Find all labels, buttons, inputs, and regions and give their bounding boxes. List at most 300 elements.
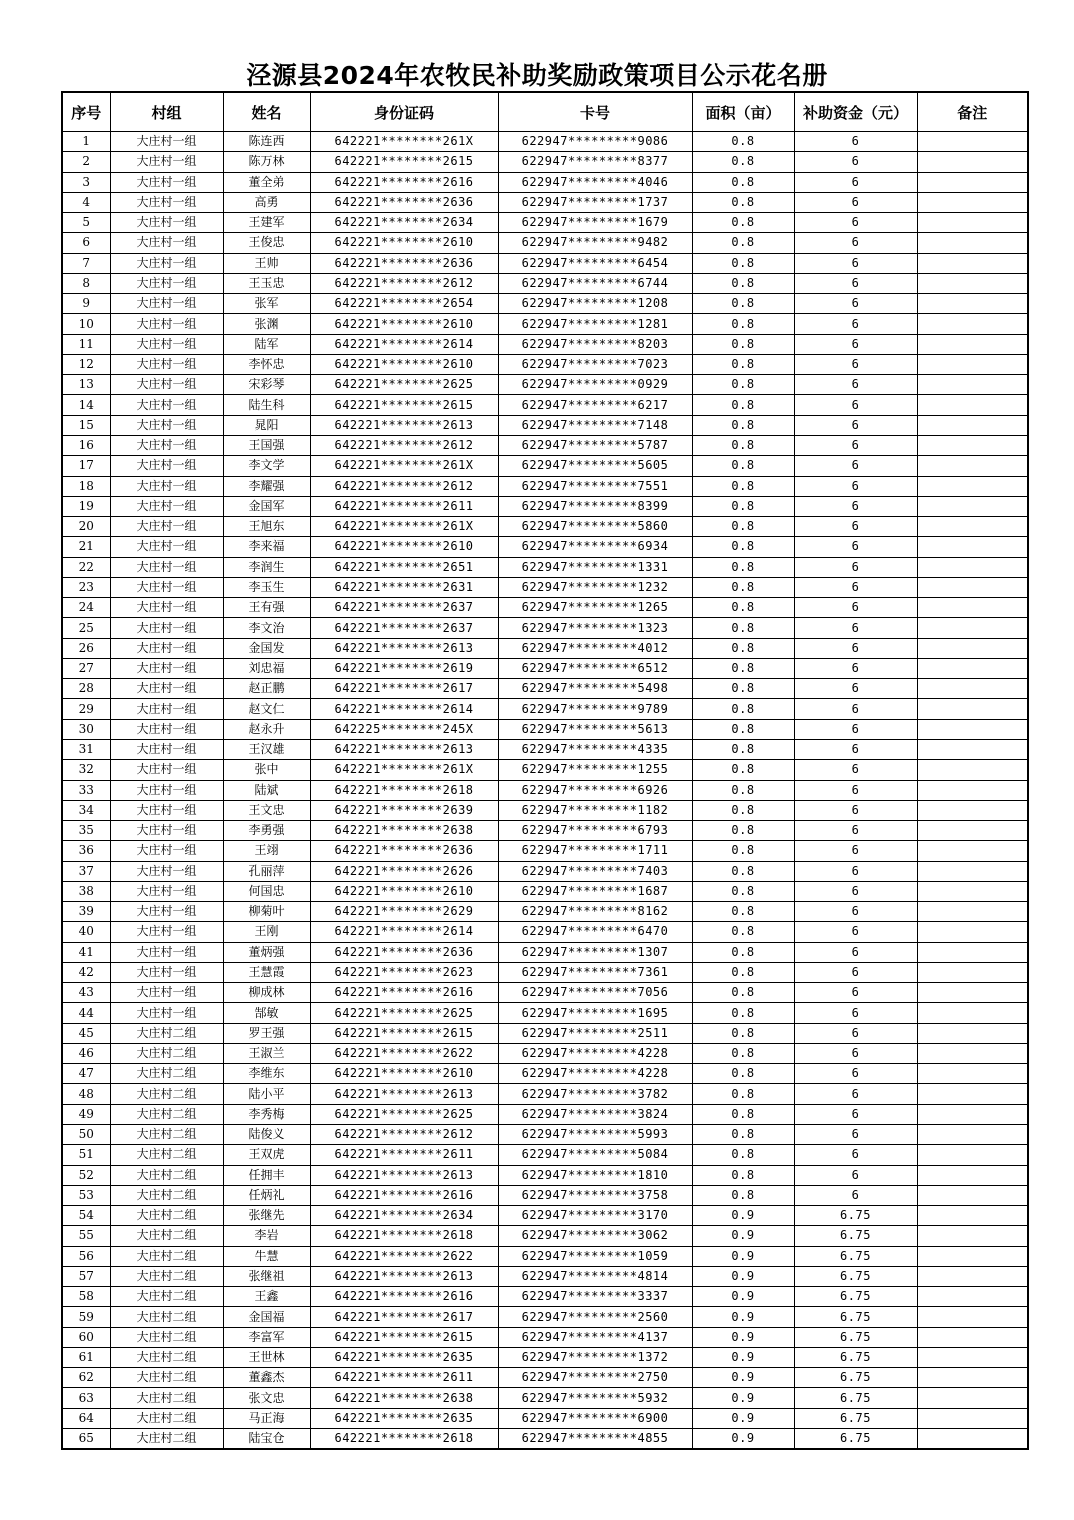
- card-number: 622947*********2750: [498, 1368, 692, 1388]
- remarks: [917, 152, 1028, 172]
- village-group: 大庄村二组: [110, 1368, 223, 1388]
- id-number: 642221********2625: [310, 1104, 498, 1124]
- area-value: 0.9: [692, 1307, 794, 1327]
- subsidy-value: 6: [794, 476, 917, 496]
- person-name: 张继祖: [223, 1266, 310, 1286]
- id-number: 642221********2613: [310, 415, 498, 435]
- table-row: [62, 1064, 1028, 1084]
- row-index: 38: [62, 881, 110, 901]
- area-value: 0.9: [692, 1226, 794, 1246]
- card-number: 622947*********6470: [498, 922, 692, 942]
- table-row: [62, 415, 1028, 435]
- subsidy-value: 6: [794, 1165, 917, 1185]
- row-index: 2: [62, 152, 110, 172]
- remarks: [917, 537, 1028, 557]
- village-group: 大庄村一组: [110, 841, 223, 861]
- area-value: 0.8: [692, 922, 794, 942]
- village-group: 大庄村一组: [110, 354, 223, 374]
- subsidy-value: 6: [794, 1003, 917, 1023]
- row-index: 22: [62, 557, 110, 577]
- village-group: 大庄村一组: [110, 922, 223, 942]
- area-value: 0.8: [692, 375, 794, 395]
- remarks: [917, 800, 1028, 820]
- area-value: 0.8: [692, 132, 794, 152]
- village-group: 大庄村一组: [110, 902, 223, 922]
- card-number: 622947*********6454: [498, 253, 692, 273]
- row-index: 53: [62, 1185, 110, 1205]
- remarks: [917, 192, 1028, 212]
- row-index: 16: [62, 435, 110, 455]
- card-number: 622947*********1679: [498, 213, 692, 233]
- subsidy-value: 6: [794, 577, 917, 597]
- person-name: 李秀梅: [223, 1104, 310, 1124]
- village-group: 大庄村二组: [110, 1246, 223, 1266]
- subsidy-value: 6: [794, 1104, 917, 1124]
- card-number: 622947*********7361: [498, 962, 692, 982]
- row-index: 47: [62, 1064, 110, 1084]
- row-index: 61: [62, 1347, 110, 1367]
- id-number: 642221********2629: [310, 902, 498, 922]
- subsidy-value: 6: [794, 435, 917, 455]
- subsidy-value: 6.75: [794, 1388, 917, 1408]
- table-row: [62, 1185, 1028, 1205]
- person-name: 马正海: [223, 1408, 310, 1428]
- card-number: 622947*********1255: [498, 760, 692, 780]
- card-number: 622947*********1323: [498, 618, 692, 638]
- row-index: 7: [62, 253, 110, 273]
- card-number: 622947*********5084: [498, 1145, 692, 1165]
- subsidy-value: 6: [794, 152, 917, 172]
- table-row: [62, 273, 1028, 293]
- remarks: [917, 476, 1028, 496]
- subsidy-value: 6: [794, 213, 917, 233]
- area-value: 0.8: [692, 699, 794, 719]
- remarks: [917, 1226, 1028, 1246]
- person-name: 李润生: [223, 557, 310, 577]
- subsidy-value: 6: [794, 1043, 917, 1063]
- person-name: 张继先: [223, 1206, 310, 1226]
- subsidy-value: 6: [794, 658, 917, 678]
- person-name: 李维东: [223, 1064, 310, 1084]
- remarks: [917, 334, 1028, 354]
- id-number: 642221********2615: [310, 1023, 498, 1043]
- subsidy-value: 6: [794, 415, 917, 435]
- id-number: 642221********261X: [310, 132, 498, 152]
- table-row: [62, 821, 1028, 841]
- subsidy-value: 6: [794, 679, 917, 699]
- area-value: 0.8: [692, 557, 794, 577]
- village-group: 大庄村二组: [110, 1429, 223, 1450]
- village-group: 大庄村一组: [110, 679, 223, 699]
- village-group: 大庄村一组: [110, 517, 223, 537]
- subsidy-value: 6.75: [794, 1226, 917, 1246]
- area-value: 0.8: [692, 739, 794, 759]
- id-number: 642221********261X: [310, 517, 498, 537]
- table-row: [62, 1226, 1028, 1246]
- village-group: 大庄村一组: [110, 962, 223, 982]
- table-row: [62, 942, 1028, 962]
- remarks: [917, 1185, 1028, 1205]
- village-group: 大庄村一组: [110, 557, 223, 577]
- table-row: [62, 1145, 1028, 1165]
- card-number: 622947*********8377: [498, 152, 692, 172]
- person-name: 任拥丰: [223, 1165, 310, 1185]
- header-remarks: 备注: [917, 92, 1028, 132]
- area-value: 0.8: [692, 1023, 794, 1043]
- village-group: 大庄村一组: [110, 658, 223, 678]
- subsidy-value: 6.75: [794, 1368, 917, 1388]
- remarks: [917, 253, 1028, 273]
- subsidy-value: 6: [794, 132, 917, 152]
- remarks: [917, 618, 1028, 638]
- card-number: 622947*********5993: [498, 1125, 692, 1145]
- header-id-number: 身份证码: [310, 92, 498, 132]
- subsidy-value: 6: [794, 314, 917, 334]
- remarks: [917, 213, 1028, 233]
- remarks: [917, 983, 1028, 1003]
- person-name: 宋彩琴: [223, 375, 310, 395]
- row-index: 12: [62, 354, 110, 374]
- row-index: 57: [62, 1266, 110, 1286]
- table-row: [62, 577, 1028, 597]
- card-number: 622947*********5498: [498, 679, 692, 699]
- table-row: [62, 679, 1028, 699]
- subsidy-value: 6: [794, 800, 917, 820]
- card-number: 622947*********6934: [498, 537, 692, 557]
- subsidy-value: 6: [794, 922, 917, 942]
- row-index: 37: [62, 861, 110, 881]
- card-number: 622947*********8203: [498, 334, 692, 354]
- card-number: 622947*********7403: [498, 861, 692, 881]
- area-value: 0.8: [692, 1084, 794, 1104]
- table-row: [62, 1165, 1028, 1185]
- area-value: 0.8: [692, 192, 794, 212]
- area-value: 0.8: [692, 1145, 794, 1165]
- remarks: [917, 881, 1028, 901]
- person-name: 陆小平: [223, 1084, 310, 1104]
- remarks: [917, 1266, 1028, 1286]
- row-index: 35: [62, 821, 110, 841]
- remarks: [917, 922, 1028, 942]
- row-index: 8: [62, 273, 110, 293]
- person-name: 王建军: [223, 213, 310, 233]
- area-value: 0.8: [692, 841, 794, 861]
- area-value: 0.8: [692, 1064, 794, 1084]
- table-row: [62, 800, 1028, 820]
- person-name: 王俊忠: [223, 233, 310, 253]
- row-index: 25: [62, 618, 110, 638]
- area-value: 0.9: [692, 1206, 794, 1226]
- card-number: 622947*********1372: [498, 1347, 692, 1367]
- id-number: 642221********2638: [310, 821, 498, 841]
- subsidy-value: 6: [794, 983, 917, 1003]
- id-number: 642221********2612: [310, 1125, 498, 1145]
- table-row: [62, 1003, 1028, 1023]
- area-value: 0.8: [692, 1003, 794, 1023]
- remarks: [917, 1347, 1028, 1367]
- card-number: 622947*********3758: [498, 1185, 692, 1205]
- area-value: 0.8: [692, 598, 794, 618]
- person-name: 李文治: [223, 618, 310, 638]
- row-index: 33: [62, 780, 110, 800]
- village-group: 大庄村一组: [110, 496, 223, 516]
- id-number: 642221********2616: [310, 983, 498, 1003]
- person-name: 张军: [223, 294, 310, 314]
- table-row: [62, 152, 1028, 172]
- subsidy-value: 6: [794, 537, 917, 557]
- table-row: [62, 496, 1028, 516]
- subsidy-value: 6: [794, 375, 917, 395]
- village-group: 大庄村二组: [110, 1084, 223, 1104]
- card-number: 622947*********1331: [498, 557, 692, 577]
- village-group: 大庄村二组: [110, 1165, 223, 1185]
- remarks: [917, 598, 1028, 618]
- table-row: [62, 213, 1028, 233]
- id-number: 642221********2625: [310, 375, 498, 395]
- area-value: 0.8: [692, 456, 794, 476]
- row-index: 40: [62, 922, 110, 942]
- card-number: 622947*********9789: [498, 699, 692, 719]
- area-value: 0.8: [692, 983, 794, 1003]
- row-index: 42: [62, 962, 110, 982]
- table-row: [62, 1125, 1028, 1145]
- card-number: 622947*********4012: [498, 638, 692, 658]
- subsidy-value: 6.75: [794, 1307, 917, 1327]
- remarks: [917, 456, 1028, 476]
- id-number: 642221********2626: [310, 861, 498, 881]
- remarks: [917, 314, 1028, 334]
- subsidy-value: 6: [794, 517, 917, 537]
- table-row: [62, 881, 1028, 901]
- card-number: 622947*********6900: [498, 1408, 692, 1428]
- village-group: 大庄村二组: [110, 1408, 223, 1428]
- card-number: 622947*********9086: [498, 132, 692, 152]
- village-group: 大庄村一组: [110, 598, 223, 618]
- header-name: 姓名: [223, 92, 310, 132]
- remarks: [917, 760, 1028, 780]
- id-number: 642221********2612: [310, 273, 498, 293]
- village-group: 大庄村二组: [110, 1266, 223, 1286]
- subsidy-value: 6.75: [794, 1266, 917, 1286]
- row-index: 48: [62, 1084, 110, 1104]
- id-number: 642221********2610: [310, 314, 498, 334]
- person-name: 王翊: [223, 841, 310, 861]
- area-value: 0.8: [692, 902, 794, 922]
- card-number: 622947*********4228: [498, 1043, 692, 1063]
- person-name: 陆俊义: [223, 1125, 310, 1145]
- table-row: [62, 922, 1028, 942]
- village-group: 大庄村二组: [110, 1043, 223, 1063]
- village-group: 大庄村一组: [110, 213, 223, 233]
- id-number: 642221********2613: [310, 1266, 498, 1286]
- subsidy-value: 6.75: [794, 1287, 917, 1307]
- area-value: 0.8: [692, 942, 794, 962]
- id-number: 642221********2612: [310, 476, 498, 496]
- table-row: [62, 841, 1028, 861]
- village-group: 大庄村二组: [110, 1327, 223, 1347]
- card-number: 622947*********2511: [498, 1023, 692, 1043]
- id-number: 642221********2631: [310, 577, 498, 597]
- person-name: 赵永升: [223, 719, 310, 739]
- village-group: 大庄村一组: [110, 577, 223, 597]
- id-number: 642221********2636: [310, 253, 498, 273]
- table-row: [62, 517, 1028, 537]
- village-group: 大庄村一组: [110, 638, 223, 658]
- village-group: 大庄村一组: [110, 152, 223, 172]
- area-value: 0.9: [692, 1408, 794, 1428]
- remarks: [917, 902, 1028, 922]
- table-row: [62, 861, 1028, 881]
- card-number: 622947*********3782: [498, 1084, 692, 1104]
- person-name: 张中: [223, 760, 310, 780]
- table-row: [62, 598, 1028, 618]
- person-name: 王帅: [223, 253, 310, 273]
- table-row: [62, 1104, 1028, 1124]
- village-group: 大庄村二组: [110, 1125, 223, 1145]
- row-index: 6: [62, 233, 110, 253]
- person-name: 陈万林: [223, 152, 310, 172]
- table-row: [62, 1347, 1028, 1367]
- village-group: 大庄村一组: [110, 821, 223, 841]
- subsidy-value: 6: [794, 294, 917, 314]
- card-number: 622947*********1687: [498, 881, 692, 901]
- id-number: 642221********2616: [310, 1287, 498, 1307]
- row-index: 58: [62, 1287, 110, 1307]
- person-name: 罗王强: [223, 1023, 310, 1043]
- area-value: 0.8: [692, 861, 794, 881]
- id-number: 642221********2617: [310, 1307, 498, 1327]
- remarks: [917, 273, 1028, 293]
- subsidy-value: 6: [794, 861, 917, 881]
- remarks: [917, 1064, 1028, 1084]
- subsidy-value: 6: [794, 780, 917, 800]
- area-value: 0.8: [692, 294, 794, 314]
- card-number: 622947*********4137: [498, 1327, 692, 1347]
- table-row: [62, 557, 1028, 577]
- area-value: 0.8: [692, 517, 794, 537]
- village-group: 大庄村二组: [110, 1206, 223, 1226]
- remarks: [917, 1003, 1028, 1023]
- person-name: 李文学: [223, 456, 310, 476]
- subsidy-value: 6.75: [794, 1347, 917, 1367]
- person-name: 王旭东: [223, 517, 310, 537]
- remarks: [917, 517, 1028, 537]
- remarks: [917, 1429, 1028, 1450]
- table-row: [62, 537, 1028, 557]
- card-number: 622947*********7056: [498, 983, 692, 1003]
- area-value: 0.9: [692, 1327, 794, 1347]
- remarks: [917, 132, 1028, 152]
- row-index: 36: [62, 841, 110, 861]
- roster-table: [61, 91, 1029, 1450]
- card-number: 622947*********1265: [498, 598, 692, 618]
- village-group: 大庄村一组: [110, 435, 223, 455]
- table-row: [62, 1266, 1028, 1286]
- table-row: [62, 760, 1028, 780]
- person-name: 董鑫杰: [223, 1368, 310, 1388]
- remarks: [917, 739, 1028, 759]
- area-value: 0.8: [692, 658, 794, 678]
- person-name: 任炳礼: [223, 1185, 310, 1205]
- header-village-group: 村组: [110, 92, 223, 132]
- table-row: [62, 354, 1028, 374]
- area-value: 0.9: [692, 1388, 794, 1408]
- village-group: 大庄村一组: [110, 739, 223, 759]
- subsidy-value: 6: [794, 719, 917, 739]
- area-value: 0.8: [692, 354, 794, 374]
- header-card-number: 卡号: [498, 92, 692, 132]
- card-number: 622947*********5860: [498, 517, 692, 537]
- village-group: 大庄村二组: [110, 1104, 223, 1124]
- subsidy-value: 6: [794, 942, 917, 962]
- area-value: 0.8: [692, 1104, 794, 1124]
- card-number: 622947*********1810: [498, 1165, 692, 1185]
- person-name: 李玉生: [223, 577, 310, 597]
- table-row: [62, 962, 1028, 982]
- card-number: 622947*********5932: [498, 1388, 692, 1408]
- area-value: 0.8: [692, 618, 794, 638]
- person-name: 王玉忠: [223, 273, 310, 293]
- person-name: 赵文仁: [223, 699, 310, 719]
- remarks: [917, 679, 1028, 699]
- village-group: 大庄村二组: [110, 1185, 223, 1205]
- remarks: [917, 1307, 1028, 1327]
- card-number: 622947*********7023: [498, 354, 692, 374]
- area-value: 0.8: [692, 780, 794, 800]
- card-number: 622947*********1307: [498, 942, 692, 962]
- card-number: 622947*********7551: [498, 476, 692, 496]
- table-row: [62, 375, 1028, 395]
- table-row: [62, 192, 1028, 212]
- id-number: 642221********2615: [310, 1327, 498, 1347]
- subsidy-value: 6: [794, 760, 917, 780]
- person-name: 柳菊叶: [223, 902, 310, 922]
- table-row: [62, 476, 1028, 496]
- row-index: 43: [62, 983, 110, 1003]
- subsidy-value: 6: [794, 1084, 917, 1104]
- area-value: 0.8: [692, 1185, 794, 1205]
- area-value: 0.8: [692, 273, 794, 293]
- row-index: 62: [62, 1368, 110, 1388]
- row-index: 18: [62, 476, 110, 496]
- remarks: [917, 435, 1028, 455]
- row-index: 54: [62, 1206, 110, 1226]
- remarks: [917, 1287, 1028, 1307]
- id-number: 642221********2634: [310, 1206, 498, 1226]
- person-name: 牛慧: [223, 1246, 310, 1266]
- area-value: 0.9: [692, 1347, 794, 1367]
- table-row: [62, 294, 1028, 314]
- remarks: [917, 699, 1028, 719]
- village-group: 大庄村二组: [110, 1145, 223, 1165]
- table-row: [62, 638, 1028, 658]
- id-number: 642221********2610: [310, 354, 498, 374]
- table-row: [62, 1084, 1028, 1104]
- row-index: 17: [62, 456, 110, 476]
- table-row: [62, 618, 1028, 638]
- card-number: 622947*********1711: [498, 841, 692, 861]
- card-number: 622947*********5613: [498, 719, 692, 739]
- remarks: [917, 354, 1028, 374]
- id-number: 642221********2611: [310, 1145, 498, 1165]
- area-value: 0.8: [692, 577, 794, 597]
- id-number: 642221********2614: [310, 334, 498, 354]
- subsidy-value: 6: [794, 841, 917, 861]
- subsidy-value: 6: [794, 273, 917, 293]
- id-number: 642221********2625: [310, 1003, 498, 1023]
- id-number: 642221********2635: [310, 1408, 498, 1428]
- card-number: 622947*********3062: [498, 1226, 692, 1246]
